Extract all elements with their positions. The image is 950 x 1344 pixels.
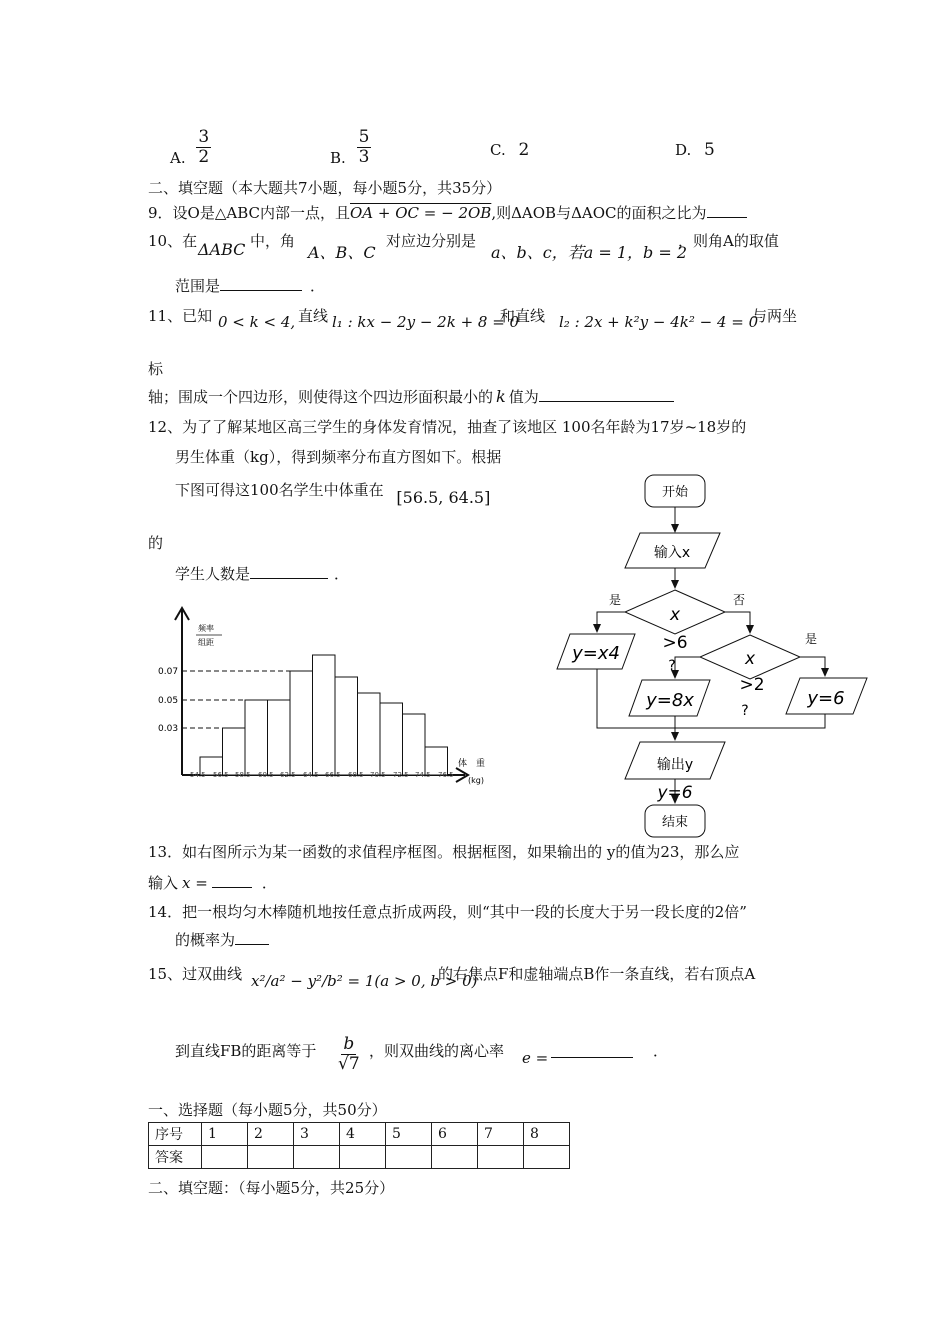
y-label-bottom: 组距 bbox=[198, 638, 214, 647]
q12-answer-blank[interactable] bbox=[250, 578, 328, 579]
y-label-top: 频率 bbox=[198, 624, 214, 633]
question-12-line3: 下图可得这100名学生中体重在 [56.5, 64.5] bbox=[175, 481, 491, 507]
question-12-line2: 男生体重（kg），得到频率分布直方图如下。根据 bbox=[175, 448, 502, 466]
q15-hyperbola-equation: x²/a² − y²/b² = 1(a > 0, b > 0) bbox=[251, 972, 478, 990]
section2-heading: 二、填空题（本大题共7小题，每小题5分，共35分） bbox=[148, 179, 502, 197]
flow-decision-2-x: x bbox=[744, 649, 756, 669]
answer-table-header-row bbox=[149, 1123, 570, 1146]
answer-table-cell: 7 bbox=[478, 1123, 524, 1146]
xtick-76.5: 76.5 bbox=[438, 771, 454, 779]
flow-box-mid-label: y=8x bbox=[646, 690, 694, 711]
xtick-60.5: 60.5 bbox=[258, 771, 274, 779]
answer-table-cell: 6 bbox=[432, 1123, 478, 1146]
flow-output-extra: y=6 bbox=[657, 783, 693, 803]
x-axis-label: 体 重 bbox=[458, 759, 486, 769]
question-12-line1: 12、为了了解某地区高三学生的身体发育情况，抽查了该地区 100名年龄为17岁~18岁的 bbox=[148, 418, 747, 436]
question-12-line5: 学生人数是 ． bbox=[175, 565, 350, 583]
answer-sheet-heading-1: 一、选择题（每小题5分，共50分） bbox=[148, 1101, 387, 1119]
question-14-line2: 的概率为 bbox=[175, 929, 269, 950]
bar-68.5 bbox=[358, 693, 381, 775]
bar-64.5 bbox=[313, 655, 336, 775]
question-11: 11、已知 0 < k < 4, 直线 l₁ : kx − 2y − 2k + 8 = 0 和直线 l₂ : 2x + k²y − 4k² − 4 = 0 与两坐 bbox=[148, 307, 798, 331]
answer-table-cell: 1 bbox=[202, 1123, 248, 1146]
flowchart bbox=[545, 470, 880, 845]
q12-interval: [56.5, 64.5] bbox=[396, 488, 491, 507]
question-13-line2: 输入 x = ． bbox=[148, 874, 277, 892]
xtick-62.5: 62.5 bbox=[280, 771, 296, 779]
xtick-58.5: 58.5 bbox=[235, 771, 251, 779]
question-11-line3: 轴；围成一个四边形，则使得这个四边形面积最小的 k 值为 bbox=[148, 386, 674, 407]
question-13-line1: 13．如右图所示为某一函数的求值程序框图。根据框图，如果输出的 y的值为23，那么应 bbox=[148, 843, 740, 861]
flow-yes-1: 是 bbox=[609, 593, 622, 607]
flow-end-label: 结束 bbox=[661, 815, 689, 830]
q15-answer-blank[interactable] bbox=[551, 1039, 633, 1058]
answer-cell-6[interactable] bbox=[432, 1146, 478, 1169]
flow-yes-2: 是 bbox=[805, 632, 818, 646]
bar-60.5 bbox=[268, 700, 291, 775]
ytick-0.05: 0.05 bbox=[158, 696, 179, 706]
question-14-line1: 14．把一根均匀木棒随机地按任意点折成两段，则“其中一段的长度大于另一段长度的2倍” bbox=[148, 903, 747, 921]
q14-answer-blank[interactable] bbox=[235, 944, 269, 945]
xtick-56.5: 56.5 bbox=[213, 771, 229, 779]
question-12-line4: 的 bbox=[148, 534, 164, 552]
answer-cell-3[interactable] bbox=[294, 1146, 340, 1169]
flow-merge-right bbox=[675, 714, 825, 728]
histogram bbox=[150, 600, 520, 800]
ytick-0.07: 0.07 bbox=[158, 667, 179, 677]
flow-box-left-label: y=x4 bbox=[572, 643, 620, 664]
bar-56.5 bbox=[223, 728, 246, 775]
flow-input-label: 输入x bbox=[653, 545, 691, 561]
flow-decision-1-q: ? bbox=[668, 658, 676, 674]
answer-table-cell: 3 bbox=[294, 1123, 340, 1146]
flow-arrow-yes1 bbox=[597, 612, 625, 632]
xtick-54.5: 54.5 bbox=[190, 771, 206, 779]
answer-cell-8[interactable] bbox=[524, 1146, 570, 1169]
flow-output-label: 输出y bbox=[656, 757, 694, 773]
answer-sheet-heading-2: 二、填空题：（每小题5分，共25分） bbox=[148, 1179, 395, 1197]
question-11-line2: 标 bbox=[148, 360, 164, 378]
answer-table-answer-row bbox=[149, 1146, 570, 1169]
answer-row-label: 答案 bbox=[149, 1146, 202, 1169]
answer-cell-7[interactable] bbox=[478, 1146, 524, 1169]
answer-cell-4[interactable] bbox=[340, 1146, 386, 1169]
flow-decision-2-cond: >2 bbox=[739, 675, 765, 695]
xtick-66.5: 66.5 bbox=[325, 771, 341, 779]
option-a-fraction: $\frac{3}{2}$ bbox=[198, 127, 210, 167]
option-b: B. $\frac{5}{3}$ bbox=[330, 127, 370, 168]
flow-arrow-dec2-right bbox=[800, 657, 825, 676]
xtick-72.5: 72.5 bbox=[393, 771, 409, 779]
option-c: C. 2 bbox=[490, 140, 530, 160]
flow-arrow-dec2-left bbox=[675, 657, 700, 678]
answer-table-cell: 4 bbox=[340, 1123, 386, 1146]
xtick-64.5: 64.5 bbox=[303, 771, 319, 779]
x-axis-unit: (kg) bbox=[468, 776, 484, 785]
xtick-68.5: 68.5 bbox=[348, 771, 364, 779]
q13-answer-blank[interactable] bbox=[212, 887, 252, 888]
answer-cell-2[interactable] bbox=[248, 1146, 294, 1169]
answer-table-cell: 序号 bbox=[149, 1123, 202, 1146]
q15-fraction: $\frac{b}{√7}$ bbox=[338, 1034, 360, 1074]
ytick-0.03: 0.03 bbox=[158, 724, 179, 734]
bar-72.5 bbox=[403, 714, 426, 775]
answer-cell-1[interactable] bbox=[202, 1146, 248, 1169]
q9-vector-equation: OA + OC = − 2OB bbox=[350, 204, 492, 222]
q9-answer-blank[interactable] bbox=[707, 217, 747, 218]
question-15-line2: 到直线FB的距离等于 $\frac{b}{√7}$ ，则双曲线的离心率 e = ． bbox=[175, 1034, 669, 1074]
answer-table-cell: 2 bbox=[248, 1123, 294, 1146]
answer-cell-5[interactable] bbox=[386, 1146, 432, 1169]
question-9: 9．设O是△ABC内部一点，且OA + OC = − 2OB,则ΔAOB与ΔAOC的面积之比为 bbox=[148, 202, 747, 223]
flow-arrow-no1 bbox=[725, 612, 750, 633]
flow-no-1: 否 bbox=[733, 593, 746, 607]
answer-table-cell: 8 bbox=[524, 1123, 570, 1146]
q10-answer-blank[interactable] bbox=[220, 290, 302, 291]
option-d: D. 5 bbox=[675, 140, 715, 160]
question-15: 15、过双曲线 x²/a² − y²/b² = 1(a > 0, b > 0) 的右焦点F和虚轴端点B作一条直线，若右顶点A bbox=[148, 965, 756, 990]
option-a: A. $\frac{3}{2}$ bbox=[170, 127, 210, 168]
flow-box-right-label: y=6 bbox=[807, 688, 845, 709]
bar-58.5 bbox=[245, 700, 268, 775]
answer-table-cell: 5 bbox=[386, 1123, 432, 1146]
option-b-fraction: $\frac{5}{3}$ bbox=[358, 127, 370, 167]
answer-table bbox=[148, 1122, 570, 1169]
q11-answer-blank[interactable] bbox=[539, 401, 674, 402]
xtick-74.5: 74.5 bbox=[415, 771, 431, 779]
flow-decision-1-x: x bbox=[669, 605, 681, 625]
question-10-line2: 范围是 ． bbox=[175, 277, 326, 295]
question-10: 10、在 ΔABC 中，角 A、B、C 对应边分别是 a、b、c，若a = 1，b = 2 ，则角A的取值 bbox=[148, 232, 779, 262]
bar-66.5 bbox=[335, 677, 358, 775]
flow-start-label: 开始 bbox=[661, 485, 689, 500]
flow-decision-2-q: ? bbox=[741, 703, 749, 719]
bar-70.5 bbox=[380, 703, 403, 775]
flow-decision-1-cond: >6 bbox=[662, 633, 688, 653]
bar-62.5 bbox=[290, 671, 313, 775]
xtick-70.5: 70.5 bbox=[370, 771, 386, 779]
